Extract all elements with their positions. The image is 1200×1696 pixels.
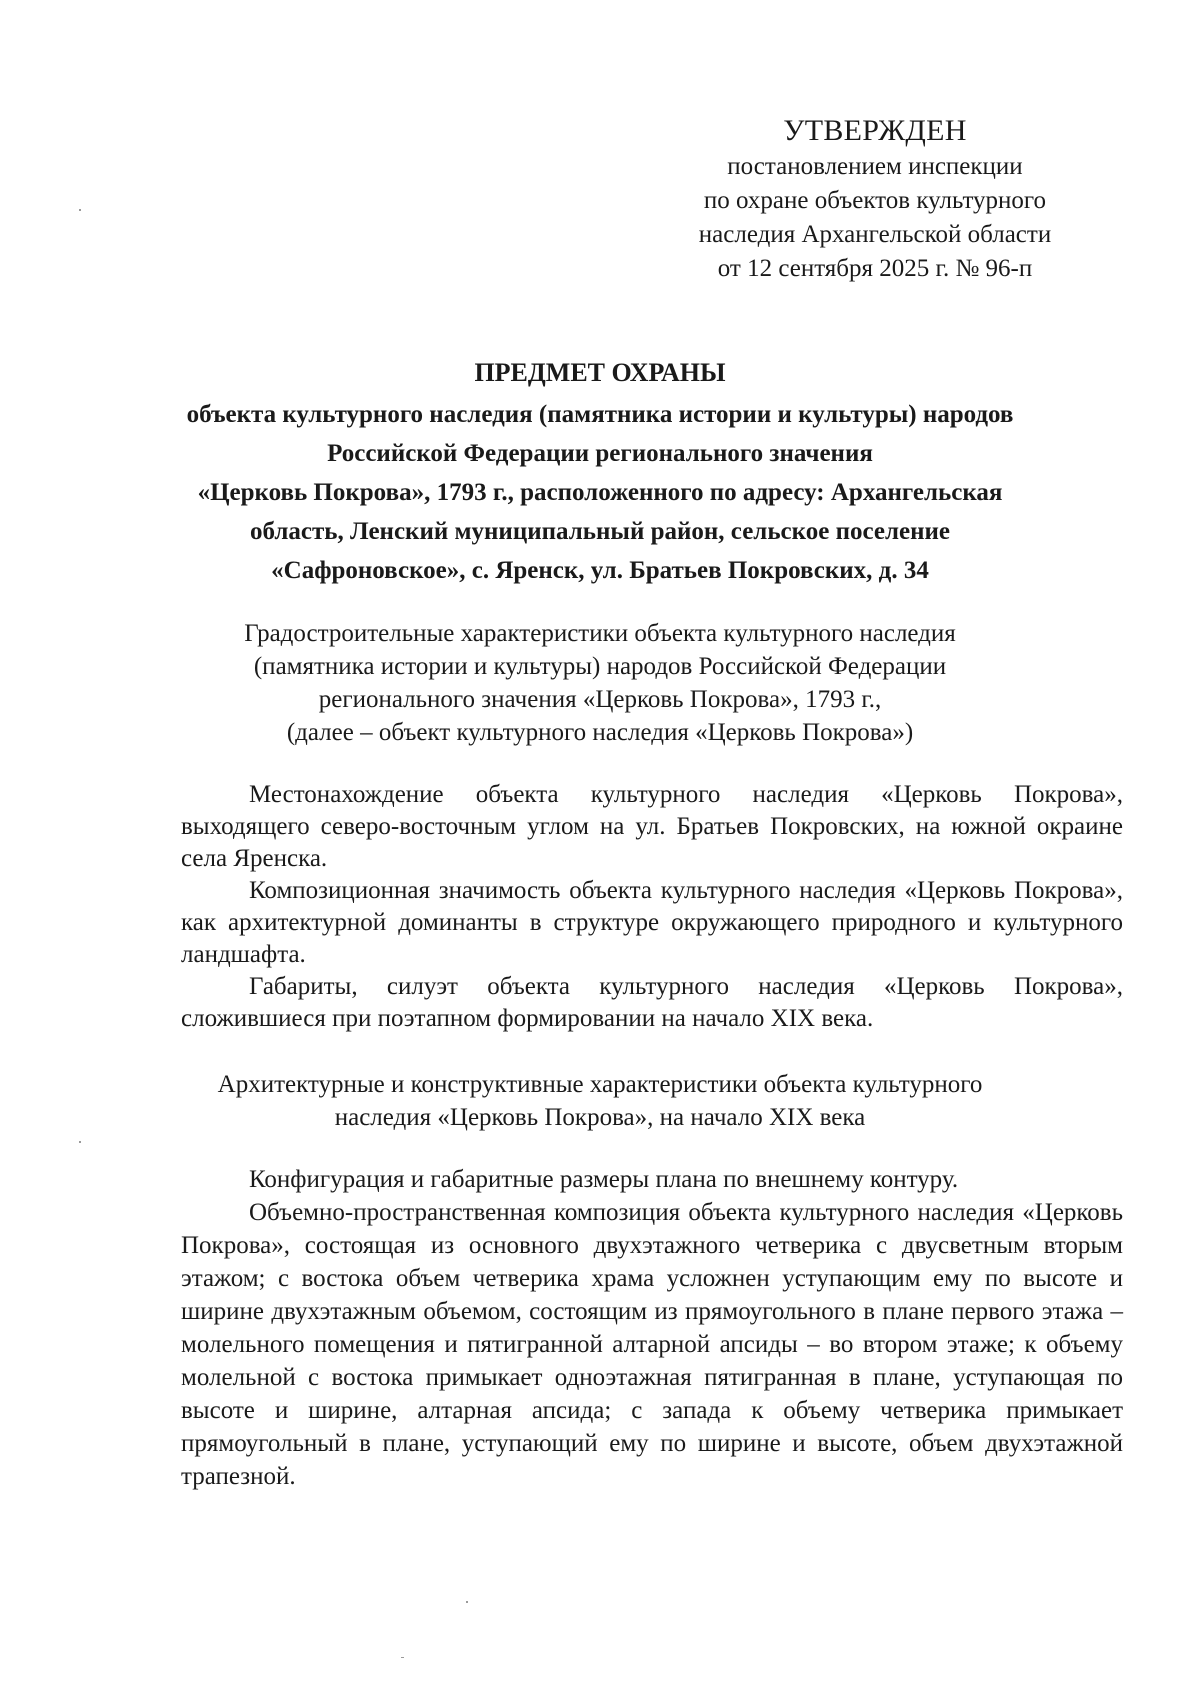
paragraph: Габариты, силуэт объекта культурного наследия «Церковь Покрова», сложившиеся при поэтапном формировании на начало XIX века. xyxy=(181,973,1123,1032)
paragraph: Местонахождение объекта культурного наследия «Церковь Покрова», выходящего северо-восточным углом на ул. Братьев Покровских, на южной окраине села Яренска. xyxy=(181,781,1123,872)
scan-speck xyxy=(79,209,81,211)
paragraph: Объемно-пространственная композиция объекта культурного наследия «Церковь Покрова», состоящая из основного двухэтажного четверика с двусветным вторым этажом; с востока объем четверика храма усложнен уступающим ему по высоте и ширине двухэтажным объемом, состоящим из прямоугольного в плане первого этажа – молельного помещения и пятигранной алтарной апсиды – во втором этаже; к объему молельной с востока примыкает одноэтажная пятигранная в плане, уступающая по высоте и ширине, алтарная апсида; с запада к объему четверика примыкает прямоугольный в плане, уступающий ему по ширине и высоте, объем двухэтажной трапезной. xyxy=(181,1199,1123,1490)
section-2-title xyxy=(150,1068,1050,1134)
section-1-title xyxy=(150,617,1050,749)
approval-line: наследия Архангельской области xyxy=(698,221,1052,248)
heading-line: Российской Федерации регионального значения xyxy=(327,440,873,467)
paragraph: Композиционная значимость объекта культурного наследия «Церковь Покрова», как архитектурной доминанты в структуре окружающего природного и культурного ландшафта. xyxy=(181,877,1123,968)
document-heading xyxy=(150,355,1050,590)
section-2-body xyxy=(181,1163,1123,1493)
section-title-line: Архитектурные и конструктивные характеристики объекта культурного xyxy=(217,1071,983,1098)
approval-block xyxy=(645,112,1105,286)
heading-line: объекта культурного наследия (памятника истории и культуры) народов xyxy=(186,401,1014,428)
approval-line: по охране объектов культурного xyxy=(703,187,1047,214)
scan-speck xyxy=(79,1141,81,1143)
approval-line: постановлением инспекции xyxy=(727,153,1023,180)
scan-speck xyxy=(401,1657,404,1658)
document-title: ПРЕДМЕТ ОХРАНЫ xyxy=(474,358,726,387)
section-title-line: наследия «Церковь Покрова», на начало XIX века xyxy=(334,1104,866,1131)
section-title-line: Градостроительные характеристики объекта культурного наследия xyxy=(244,620,956,647)
approval-line: от 12 сентября 2025 г. № 96-п xyxy=(717,255,1033,282)
approval-title: УТВЕРЖДЕН xyxy=(783,114,967,147)
heading-line: область, Ленский муниципальный район, сельское поселение xyxy=(249,518,950,545)
section-1-body xyxy=(181,779,1123,1035)
heading-line: «Сафроновское», с. Яренск, ул. Братьев Покровских, д. 34 xyxy=(271,557,929,584)
section-title-line: (памятника истории и культуры) народов Российской Федерации xyxy=(253,653,947,680)
paragraph: Конфигурация и габаритные размеры плана по внешнему контуру. xyxy=(249,1166,959,1193)
scan-speck xyxy=(466,1601,468,1603)
heading-line: «Церковь Покрова», 1793 г., расположенного по адресу: Архангельская xyxy=(197,479,1003,506)
section-title-line: регионального значения «Церковь Покрова», 1793 г., xyxy=(318,686,882,713)
section-title-line: (далее – объект культурного наследия «Церковь Покрова») xyxy=(286,719,914,746)
